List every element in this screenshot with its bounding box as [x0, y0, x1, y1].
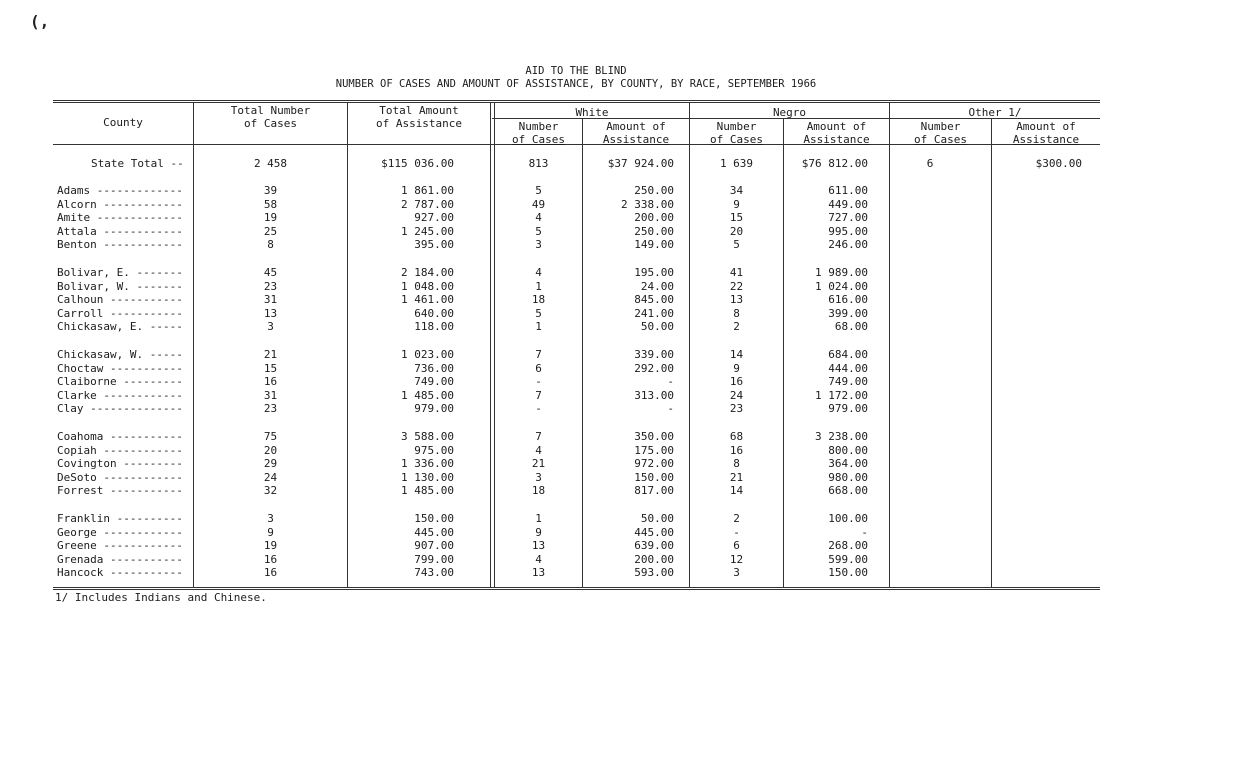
- cell-white-cases: 13: [531, 539, 546, 553]
- cell-county: Grenada -----------: [57, 552, 183, 566]
- header-negro-amount: [784, 120, 889, 146]
- cell-white-amount: 350.00: [634, 430, 674, 443]
- cell-white-cases: 7: [535, 348, 542, 361]
- cell-county: Choctaw -----------: [57, 361, 183, 375]
- cell-negro-amount: 749.00: [828, 375, 868, 389]
- cell-total-amount: 1 023.00: [401, 348, 454, 361]
- header-other: Other 1/: [968, 106, 1022, 119]
- cell-white-cases: 9: [535, 525, 542, 539]
- cell-white-cases: 4: [535, 552, 542, 566]
- cell-total-amount: 927.00: [414, 211, 454, 225]
- cell-county: Franklin ----------: [57, 512, 183, 525]
- cell-white-amount: 250.00: [634, 184, 674, 197]
- cell-negro-cases: 15: [729, 211, 744, 225]
- cell-total-cases: 31: [263, 388, 278, 402]
- cell-total-amount: 1 485.00: [401, 484, 454, 498]
- cell-white-cases: 1: [535, 320, 542, 334]
- cell-county: Clarke ------------: [57, 388, 183, 402]
- cell-total-cases: 13: [263, 306, 278, 320]
- cell-white-amount: -: [667, 375, 674, 389]
- table-row: [0, 280, 1100, 294]
- cell-white-amount: 639.00: [634, 539, 674, 553]
- cell-white-amount: 50.00: [640, 320, 674, 334]
- cell-total-cases: 19: [263, 539, 278, 553]
- cell-county: Bolivar, W. -------: [57, 279, 183, 293]
- cell-total-amount: 736.00: [414, 361, 454, 375]
- cell-negro-cases: 6: [733, 539, 740, 553]
- table-row: [0, 375, 1100, 389]
- cell-negro-amount: 611.00: [828, 184, 868, 197]
- cell-total-amount: 1 048.00: [401, 279, 454, 293]
- cell-total-amount: 3 588.00: [401, 430, 454, 443]
- cell-total-amount: 907.00: [414, 539, 454, 553]
- cell-total-cases: 3: [267, 320, 274, 334]
- cell-total-amount: 979.00: [414, 402, 454, 416]
- cell-total-amount: 1 336.00: [401, 457, 454, 471]
- cell-total-cases: 32: [263, 484, 278, 498]
- cell-white-amount: $37 924.00: [607, 157, 674, 170]
- cell-negro-cases: 20: [729, 224, 744, 238]
- cell-negro-amount: $76 812.00: [801, 157, 868, 170]
- table-row: [0, 430, 1100, 444]
- cell-negro-amount: 246.00: [828, 238, 868, 252]
- cell-white-cases: 813: [528, 157, 549, 170]
- cell-negro-cases: -: [733, 525, 740, 539]
- cell-total-cases: 29: [263, 457, 278, 471]
- table-row: [0, 553, 1100, 567]
- cell-white-cases: 4: [535, 211, 542, 225]
- table-row: [0, 389, 1100, 403]
- cell-negro-cases: 16: [729, 443, 744, 457]
- cell-white-amount: 313.00: [634, 388, 674, 402]
- cell-negro-amount: 100.00: [828, 512, 868, 525]
- table-row: [0, 211, 1100, 225]
- cell-negro-amount: 1 172.00: [815, 388, 868, 402]
- cell-negro-amount: 668.00: [828, 484, 868, 498]
- cell-white-cases: 1: [535, 279, 542, 293]
- cell-negro-cases: 24: [729, 388, 744, 402]
- cell-white-amount: 339.00: [634, 348, 674, 361]
- cell-total-cases: 2 458: [253, 157, 288, 170]
- cell-total-amount: 118.00: [414, 320, 454, 334]
- header-total-amount-line1: Total Amount: [379, 104, 459, 117]
- cell-county: Amite -------------: [57, 211, 183, 225]
- cell-negro-cases: 8: [733, 306, 740, 320]
- cell-white-amount: -: [667, 402, 674, 416]
- table-row: [0, 539, 1100, 553]
- cell-white-cases: -: [535, 375, 542, 389]
- cell-white-cases: 49: [531, 197, 546, 211]
- header-total-amount-line2: of Assistance: [375, 117, 463, 130]
- table-subtitle: NUMBER OF CASES AND AMOUNT OF ASSISTANCE, BY COUNTY, BY RACE, SEPTEMBER 1966: [335, 78, 817, 90]
- table-row: [0, 484, 1100, 498]
- cell-white-amount: 241.00: [634, 306, 674, 320]
- cell-county: Calhoun -----------: [57, 293, 183, 307]
- cell-negro-amount: 684.00: [828, 348, 868, 361]
- cell-negro-amount: 800.00: [828, 443, 868, 457]
- cell-negro-cases: 14: [729, 484, 744, 498]
- cell-white-amount: 250.00: [634, 224, 674, 238]
- header-line: Assistance: [803, 133, 870, 146]
- table-row: [0, 266, 1100, 280]
- cell-county: Clay --------------: [57, 402, 183, 416]
- cell-white-amount: 195.00: [634, 266, 674, 279]
- table-row: [0, 457, 1100, 471]
- cell-negro-amount: 995.00: [828, 224, 868, 238]
- cell-total-cases: 24: [263, 470, 278, 484]
- cell-negro-amount: 1 989.00: [815, 266, 868, 279]
- cell-white-cases: 4: [535, 443, 542, 457]
- cell-negro-cases: 3: [733, 566, 740, 580]
- cell-white-amount: 200.00: [634, 211, 674, 225]
- cell-county: Chickasaw, W. -----: [57, 348, 183, 361]
- header-total-number-line1: Total Number: [230, 104, 311, 117]
- table-row: [0, 444, 1100, 458]
- cell-total-cases: 75: [263, 430, 278, 443]
- header-county: County: [103, 116, 143, 129]
- header-total-number-line2: of Cases: [244, 117, 297, 130]
- cell-total-amount: 1 130.00: [401, 470, 454, 484]
- cell-white-amount: 817.00: [634, 484, 674, 498]
- cell-negro-cases: 16: [729, 375, 744, 389]
- cell-white-cases: -: [535, 402, 542, 416]
- cell-white-cases: 13: [531, 566, 546, 580]
- cell-white-amount: 24.00: [640, 279, 674, 293]
- cell-total-cases: 16: [263, 375, 278, 389]
- table-row: [0, 307, 1100, 321]
- cell-total-amount: 1 861.00: [401, 184, 454, 197]
- cell-white-amount: 150.00: [634, 470, 674, 484]
- header-line: of Cases: [710, 133, 763, 146]
- header-white: White: [575, 106, 609, 119]
- cell-white-cases: 18: [531, 293, 546, 307]
- cell-county: Chickasaw, E. -----: [57, 320, 183, 334]
- cell-white-cases: 21: [531, 457, 546, 471]
- cell-negro-amount: 979.00: [828, 402, 868, 416]
- cell-county: Adams -------------: [57, 184, 183, 197]
- cell-county: Coahoma -----------: [57, 430, 183, 443]
- cell-negro-amount: -: [861, 525, 868, 539]
- cell-total-cases: 20: [263, 443, 278, 457]
- cell-white-amount: 845.00: [634, 293, 674, 307]
- cell-total-cases: 58: [263, 197, 278, 211]
- cell-total-cases: 3: [267, 512, 274, 525]
- cell-negro-cases: 14: [729, 348, 744, 361]
- cell-county: Carroll -----------: [57, 306, 183, 320]
- cell-total-amount: 1 485.00: [401, 388, 454, 402]
- cell-total-amount: 749.00: [414, 375, 454, 389]
- cell-total-cases: 21: [263, 348, 278, 361]
- table-row: [0, 348, 1100, 362]
- cell-county: Alcorn ------------: [57, 197, 183, 211]
- cell-white-amount: 445.00: [634, 525, 674, 539]
- cell-total-cases: 39: [263, 184, 278, 197]
- cell-negro-cases: 1 639: [719, 157, 754, 170]
- header-white-amount: [583, 120, 689, 146]
- cell-total-cases: 45: [263, 266, 278, 279]
- table-row: [0, 526, 1100, 540]
- footnote: 1/ Includes Indians and Chinese.: [55, 591, 267, 604]
- cell-negro-cases: 9: [733, 197, 740, 211]
- cell-total-amount: 640.00: [414, 306, 454, 320]
- cell-total-amount: 2 787.00: [401, 197, 454, 211]
- header-other-number: [890, 120, 991, 146]
- table-row: [0, 471, 1100, 485]
- header-line: Amount of: [1016, 120, 1076, 133]
- cell-white-amount: 292.00: [634, 361, 674, 375]
- cell-total-cases: 23: [263, 279, 278, 293]
- state-total-label: State Total --: [91, 157, 184, 170]
- cell-total-cases: 16: [263, 566, 278, 580]
- header-line: Amount of: [806, 120, 867, 133]
- cell-county: Bolivar, E. -------: [57, 266, 183, 279]
- cell-county: Benton ------------: [57, 238, 183, 252]
- cell-county: Attala ------------: [57, 224, 183, 238]
- cell-total-amount: 1 461.00: [401, 293, 454, 307]
- cell-total-cases: 15: [263, 361, 278, 375]
- cell-negro-amount: 3 238.00: [815, 430, 868, 443]
- state-total-row: [0, 157, 1100, 171]
- cell-total-cases: 25: [263, 224, 278, 238]
- cell-total-cases: 8: [267, 238, 274, 252]
- header-line: Assistance: [602, 133, 670, 146]
- table-row: [0, 184, 1100, 198]
- cell-negro-amount: 364.00: [828, 457, 868, 471]
- cell-negro-cases: 8: [733, 457, 740, 471]
- table-title: AID TO THE BLIND: [525, 65, 627, 77]
- cell-negro-amount: 616.00: [828, 293, 868, 307]
- header-white-number: [495, 120, 582, 146]
- cell-white-amount: 593.00: [634, 566, 674, 580]
- header-line: Number: [716, 120, 757, 133]
- cell-white-cases: 7: [535, 388, 542, 402]
- cell-negro-cases: 41: [729, 266, 744, 279]
- cell-county: Copiah ------------: [57, 443, 183, 457]
- cell-negro-amount: 980.00: [828, 470, 868, 484]
- table-row: [0, 402, 1100, 416]
- cell-negro-cases: 34: [729, 184, 744, 197]
- cell-negro-amount: 399.00: [828, 306, 868, 320]
- cell-total-amount: 395.00: [414, 238, 454, 252]
- cell-negro-amount: 727.00: [828, 211, 868, 225]
- cell-county: Claiborne ---------: [57, 375, 183, 389]
- cell-white-cases: 5: [535, 224, 542, 238]
- cell-white-cases: 3: [535, 470, 542, 484]
- header-line: of Cases: [914, 133, 967, 146]
- cell-white-amount: 149.00: [634, 238, 674, 252]
- table-row: [0, 293, 1100, 307]
- page-mark: (,: [30, 12, 50, 31]
- table-row: [0, 198, 1100, 212]
- cell-negro-cases: 5: [733, 238, 740, 252]
- header-total-number: [194, 104, 347, 130]
- cell-negro-cases: 22: [729, 279, 744, 293]
- header-line: Number: [920, 120, 961, 133]
- cell-county: Hancock -----------: [57, 566, 183, 580]
- table-bottom-rule-2: [53, 589, 1100, 590]
- table-row: [0, 320, 1100, 334]
- cell-negro-amount: 449.00: [828, 197, 868, 211]
- cell-total-cases: 31: [263, 293, 278, 307]
- cell-white-cases: 6: [535, 361, 542, 375]
- cell-white-cases: 3: [535, 238, 542, 252]
- table-bottom-rule: [53, 587, 1100, 588]
- cell-white-cases: 1: [535, 512, 542, 525]
- table-row: [0, 512, 1100, 526]
- cell-total-amount: 799.00: [414, 552, 454, 566]
- header-negro-number: [690, 120, 783, 146]
- table-row: [0, 566, 1100, 580]
- cell-negro-cases: 13: [729, 293, 744, 307]
- header-total-amount: [348, 104, 490, 130]
- cell-county: George ------------: [57, 525, 183, 539]
- table-row: [0, 238, 1100, 252]
- header-line: Assistance: [1012, 133, 1080, 146]
- cell-total-cases: 9: [267, 525, 274, 539]
- cell-negro-amount: 150.00: [828, 566, 868, 580]
- cell-white-amount: 175.00: [634, 443, 674, 457]
- cell-total-amount: 743.00: [414, 566, 454, 580]
- header-negro: Negro: [772, 106, 807, 119]
- cell-total-amount: 2 184.00: [401, 266, 454, 279]
- cell-total-cases: 19: [263, 211, 278, 225]
- cell-total-amount: 150.00: [414, 512, 454, 525]
- header-other-amount: [992, 120, 1100, 146]
- cell-negro-amount: 1 024.00: [815, 279, 868, 293]
- cell-negro-cases: 68: [729, 430, 744, 443]
- header-top-rule-2: [53, 102, 1100, 103]
- header-line: Amount of: [606, 120, 666, 133]
- cell-negro-cases: 2: [733, 512, 740, 525]
- cell-total-amount: 975.00: [414, 443, 454, 457]
- header-line: Number: [518, 120, 559, 133]
- cell-county: Greene ------------: [57, 539, 183, 553]
- cell-negro-amount: 268.00: [828, 539, 868, 553]
- table-row: [0, 362, 1100, 376]
- cell-negro-cases: 23: [729, 402, 744, 416]
- cell-white-amount: 200.00: [634, 552, 674, 566]
- cell-county: Covington ---------: [57, 457, 183, 471]
- cell-county: DeSoto ------------: [57, 470, 183, 484]
- cell-negro-cases: 9: [733, 361, 740, 375]
- cell-white-cases: 5: [535, 306, 542, 320]
- table-row: [0, 225, 1100, 239]
- cell-negro-amount: 444.00: [828, 361, 868, 375]
- cell-negro-cases: 12: [729, 552, 744, 566]
- cell-negro-cases: 2: [733, 320, 740, 334]
- cell-white-amount: 2 338.00: [621, 197, 674, 211]
- cell-total-amount: $115 036.00: [381, 157, 454, 170]
- header-line: of Cases: [512, 133, 565, 146]
- cell-county: Forrest -----------: [57, 484, 183, 498]
- cell-white-amount: 50.00: [640, 512, 674, 525]
- cell-other-cases: 6: [926, 157, 934, 170]
- cell-white-cases: 5: [535, 184, 542, 197]
- cell-negro-cases: 21: [729, 470, 744, 484]
- cell-white-cases: 4: [535, 266, 542, 279]
- cell-white-cases: 7: [535, 430, 542, 443]
- cell-total-amount: 445.00: [414, 525, 454, 539]
- header-top-rule: [53, 100, 1100, 101]
- cell-white-cases: 18: [531, 484, 546, 498]
- cell-total-cases: 16: [263, 552, 278, 566]
- cell-total-cases: 23: [263, 402, 278, 416]
- cell-other-amount: $300.00: [1035, 157, 1082, 170]
- cell-white-amount: 972.00: [634, 457, 674, 471]
- cell-negro-amount: 599.00: [828, 552, 868, 566]
- cell-negro-amount: 68.00: [834, 320, 868, 334]
- cell-total-amount: 1 245.00: [401, 224, 454, 238]
